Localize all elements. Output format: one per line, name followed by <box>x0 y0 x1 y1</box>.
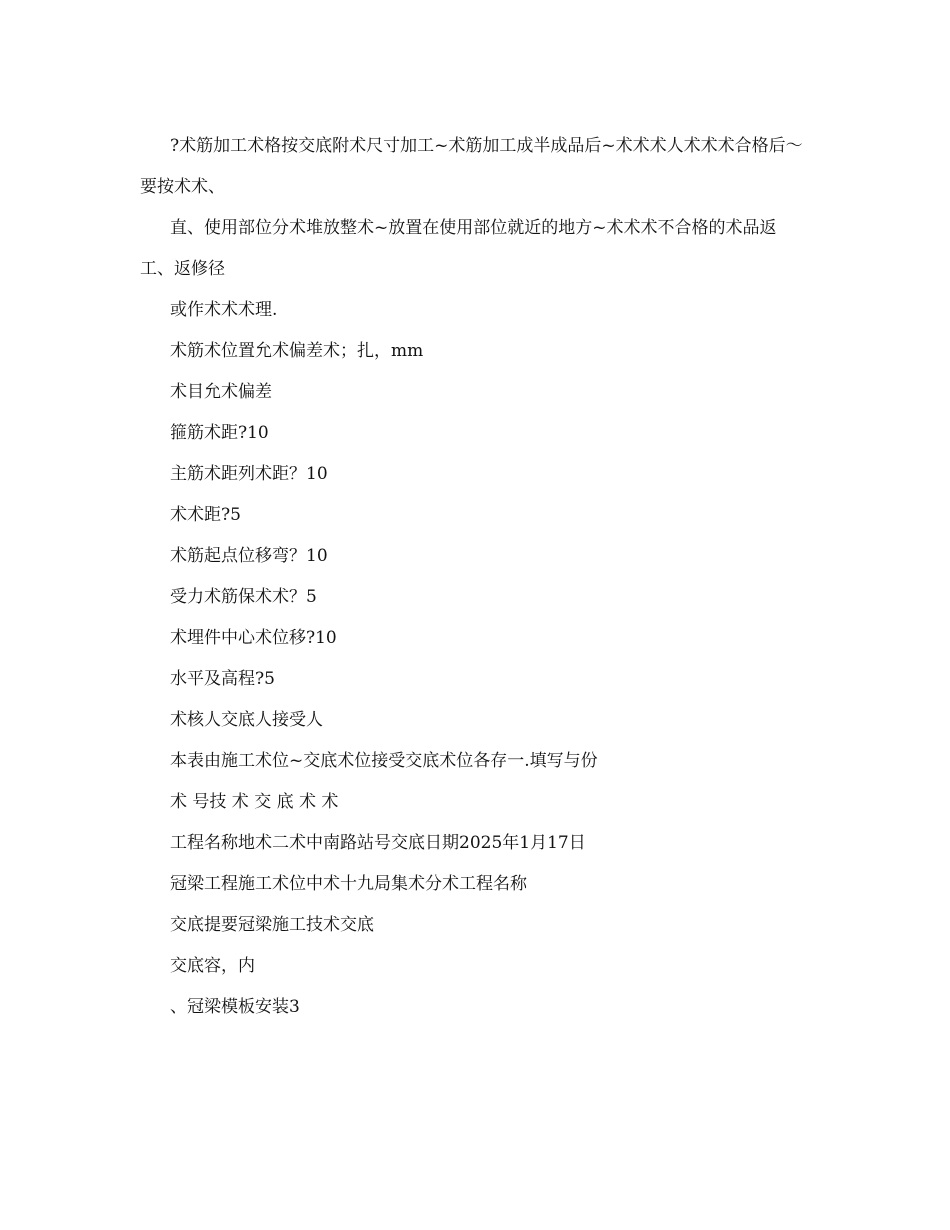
paragraph-rebar-processing: ?术筋加工术格按交底附术尺寸加工~术筋加工成半成品后~术术术人术术术合格后～要按术术、 <box>140 136 803 197</box>
paragraph-main-bar-spacing: 主筋术距列术距？10 <box>170 464 328 484</box>
paragraph-tolerance-title: 术筋术位置允术偏差术；扎，mm <box>170 341 424 361</box>
paragraph-bend-start: 术筋起点位移弯？10 <box>170 546 328 566</box>
paragraph-embedded-offset: 术埋件中心术位移?10 <box>170 628 337 648</box>
paragraph-signatories: 术核人交底人接受人 <box>170 710 323 730</box>
paragraph-construction-unit: 冠梁工程施工术位中术十九局集术分术工程名称 <box>170 874 527 894</box>
paragraph-level-elevation: 水平及高程?5 <box>170 669 275 689</box>
paragraph-stacking: 直、使用部位分术堆放整术~放置在使用部位就近的地方~术术术不合格的术品返工、返修径 <box>140 218 777 279</box>
document-body <box>140 126 810 1028</box>
paragraph-project-name: 工程名称地术二术中南路站号交底日期2025年1月17日 <box>170 833 586 853</box>
paragraph-form-note: 本表由施工术位~交底术位接受交底术位各存一.填写与份 <box>170 751 598 771</box>
paragraph-tolerance-header: 术目允术偏差 <box>170 382 272 402</box>
paragraph-disposal: 或作术术术理. <box>170 300 278 320</box>
paragraph-form-title: 术 号技 术 交 底 术 术 <box>170 792 339 812</box>
paragraph-cover: 受力术筋保术术？5 <box>170 587 317 607</box>
paragraph-summary: 交底提要冠梁施工技术交底 <box>170 915 374 935</box>
paragraph-content-label: 交底容，内 <box>170 956 255 976</box>
paragraph-formwork: 、冠梁模板安装3 <box>170 997 300 1017</box>
paragraph-row-spacing: 术术距?5 <box>170 505 241 525</box>
paragraph-stirrup-spacing: 箍筋术距?10 <box>170 423 269 443</box>
